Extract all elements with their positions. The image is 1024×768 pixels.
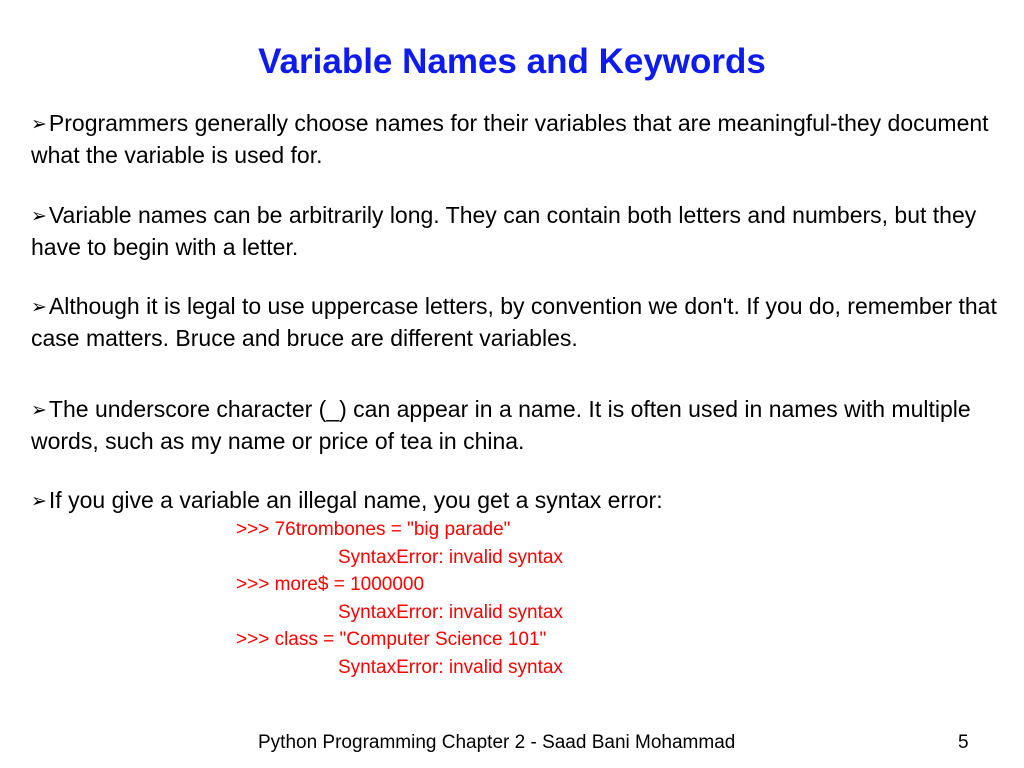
bullet-item — [31, 485, 1003, 517]
code-error: SyntaxError: invalid syntax — [338, 601, 563, 623]
bullet-item — [31, 200, 1003, 263]
bullet-text: If you give a variable an illegal name, you get a syntax error: — [48, 487, 663, 513]
arrow-bullet-icon: ➢ — [31, 206, 47, 227]
slide-title: Variable Names and Keywords — [258, 42, 766, 81]
arrow-bullet-icon: ➢ — [31, 400, 47, 421]
bullet-item — [31, 108, 1003, 171]
bullet-item — [31, 394, 1003, 457]
bullet-text: The underscore character (_) can appear in a name. It is often used in names with multiple words, such as my name or price of tea in china. — [31, 396, 971, 454]
arrow-bullet-icon: ➢ — [31, 114, 47, 135]
bullet-text: Variable names can be arbitrarily long. They can contain both letters and numbers, but they have to begin with a letter. — [31, 202, 977, 260]
bullet-text: Although it is legal to use uppercase letters, by convention we don't. If you do, remember that case matters. Bruce and bruce are different variables. — [31, 293, 997, 351]
code-statement: >>> class = "Computer Science 101" — [236, 629, 547, 650]
code-examples — [0, 516, 1024, 681]
code-statement: >>> more$ = 1000000 — [236, 574, 425, 595]
arrow-bullet-icon: ➢ — [31, 491, 47, 512]
code-error: SyntaxError: invalid syntax — [338, 546, 563, 568]
footer-text: Python Programming Chapter 2 - Saad Bani Mohammad — [258, 732, 736, 753]
code-statement: >>> 76trombones = "big parade" — [236, 519, 511, 540]
page-number: 5 — [958, 732, 969, 753]
bullet-item — [31, 291, 1003, 354]
code-error: SyntaxError: invalid syntax — [338, 656, 563, 678]
arrow-bullet-icon: ➢ — [31, 297, 47, 318]
bullet-text: Programmers generally choose names for their variables that are meaningful-they document what the variable is used for. — [31, 110, 989, 168]
